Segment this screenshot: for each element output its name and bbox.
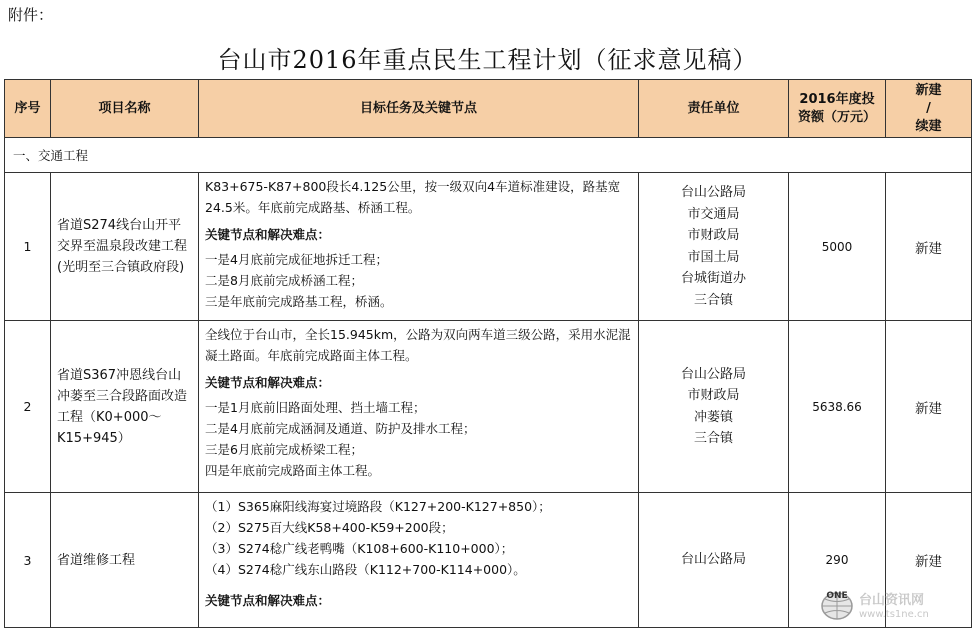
watermark-logo-text: ONE — [826, 591, 848, 601]
unit-name: 三合镇 — [693, 292, 733, 308]
task-item: （4）S274稔广线东山路段（K112+700-K114+000）。 — [205, 562, 526, 577]
task-goal: K83+675-K87+800段长4.125公里，按一级双向4车道标准建设，路基宽24.5米。年底前完成路基、桥涵工程。 — [205, 179, 621, 215]
key-nodes-heading: 关键节点和解决难点： — [205, 375, 331, 390]
row-units — [639, 173, 789, 321]
row-tasks — [199, 493, 639, 628]
row-project-name: 省道S367冲恩线台山冲蒌至三合段路面改造工程（K0+000～K15+945） — [51, 321, 199, 493]
attachment-label: 附件： — [8, 6, 54, 24]
row-units — [639, 321, 789, 493]
unit-name: 三合镇 — [693, 431, 733, 446]
row-tasks — [199, 321, 639, 493]
task-goal: 全线位于台山市，全长15.945km，公路为双向两车道三级公路，采用水泥混凝土路面。年底前完成路面主体工程。 — [205, 327, 631, 363]
unit-name: 市国土局 — [687, 249, 740, 265]
row-tasks — [199, 173, 639, 321]
row-seq: 3 — [5, 493, 51, 628]
unit-name: 台山公路局 — [680, 552, 746, 568]
table-row — [5, 321, 972, 493]
col-status-line1: 新建 — [915, 82, 942, 98]
watermark-name: 台山资讯网 — [859, 593, 925, 608]
row-investment: 5638.66 — [789, 321, 886, 493]
key-node: 二是8月底前完成桥涵工程； — [205, 273, 363, 288]
unit-name: 市财政局 — [687, 228, 740, 243]
col-seq: 序号 — [5, 80, 51, 138]
section-row — [5, 138, 972, 173]
unit-name: 台山公路局 — [680, 366, 746, 382]
row-status: 新建 — [886, 321, 972, 493]
col-project: 项目名称 — [51, 80, 199, 138]
task-item: （3）S274稔广线老鸭嘴（K108+600-K110+000）； — [205, 541, 514, 556]
unit-name: 市财政局 — [687, 388, 740, 403]
row-investment: 5000 — [789, 173, 886, 321]
row-project-name: 省道S274线台山开平交界至温泉段改建工程(光明至三合镇政府段) — [51, 173, 199, 321]
project-table — [4, 79, 972, 628]
unit-name: 台城街道办 — [680, 271, 746, 286]
row-units — [639, 493, 789, 628]
unit-name: 市交通局 — [687, 206, 740, 222]
key-nodes-heading: 关键节点和解决难点： — [205, 593, 331, 608]
key-node: 二是4月底前完成涵洞及通道、防护及排水工程； — [205, 421, 476, 436]
globe-logo-icon — [819, 587, 855, 621]
key-node: 四是年底前完成路面主体工程。 — [205, 463, 381, 478]
table-row — [5, 173, 972, 321]
col-investment-line2: 资额（万元） — [797, 109, 876, 125]
unit-name: 台山公路局 — [680, 185, 746, 200]
task-item: （2）S275百大线K58+400-K59+200段； — [205, 520, 454, 535]
col-unit: 责任单位 — [639, 80, 789, 138]
col-status-line3: 续建 — [915, 118, 942, 134]
row-investment: 290 — [789, 493, 886, 628]
key-nodes-heading: 关键节点和解决难点： — [205, 227, 331, 242]
row-seq: 1 — [5, 173, 51, 321]
watermark-url: www.ts1ne.cn — [859, 609, 929, 620]
site-watermark — [819, 587, 969, 627]
row-status: 新建 — [886, 493, 972, 628]
col-status-line2: / — [926, 100, 931, 116]
key-node: 三是6月底前完成桥梁工程； — [205, 442, 363, 457]
row-project-name: 省道维修工程 — [51, 493, 199, 628]
document-title: 台山市2016年重点民生工程计划（征求意见稿） — [217, 46, 758, 74]
key-node: 三是年底前完成路基工程，桥涵。 — [205, 294, 393, 309]
col-investment — [789, 80, 886, 138]
key-node: 一是1月底前旧路面处理、挡土墙工程； — [205, 400, 426, 415]
row-seq: 2 — [5, 321, 51, 493]
col-status — [886, 80, 972, 138]
row-status: 新建 — [886, 173, 972, 321]
col-tasks: 目标任务及关键节点 — [199, 80, 639, 138]
header-row — [5, 80, 972, 138]
unit-name: 冲蒌镇 — [693, 409, 733, 425]
key-node: 一是4月底前完成征地拆迁工程； — [205, 252, 388, 267]
task-item: （1）S365麻阳线海宴过境路段（K127+200-K127+850）； — [205, 499, 551, 514]
section-title: 一、交通工程 — [5, 138, 972, 173]
col-investment-line1: 2016年度投 — [799, 91, 875, 107]
